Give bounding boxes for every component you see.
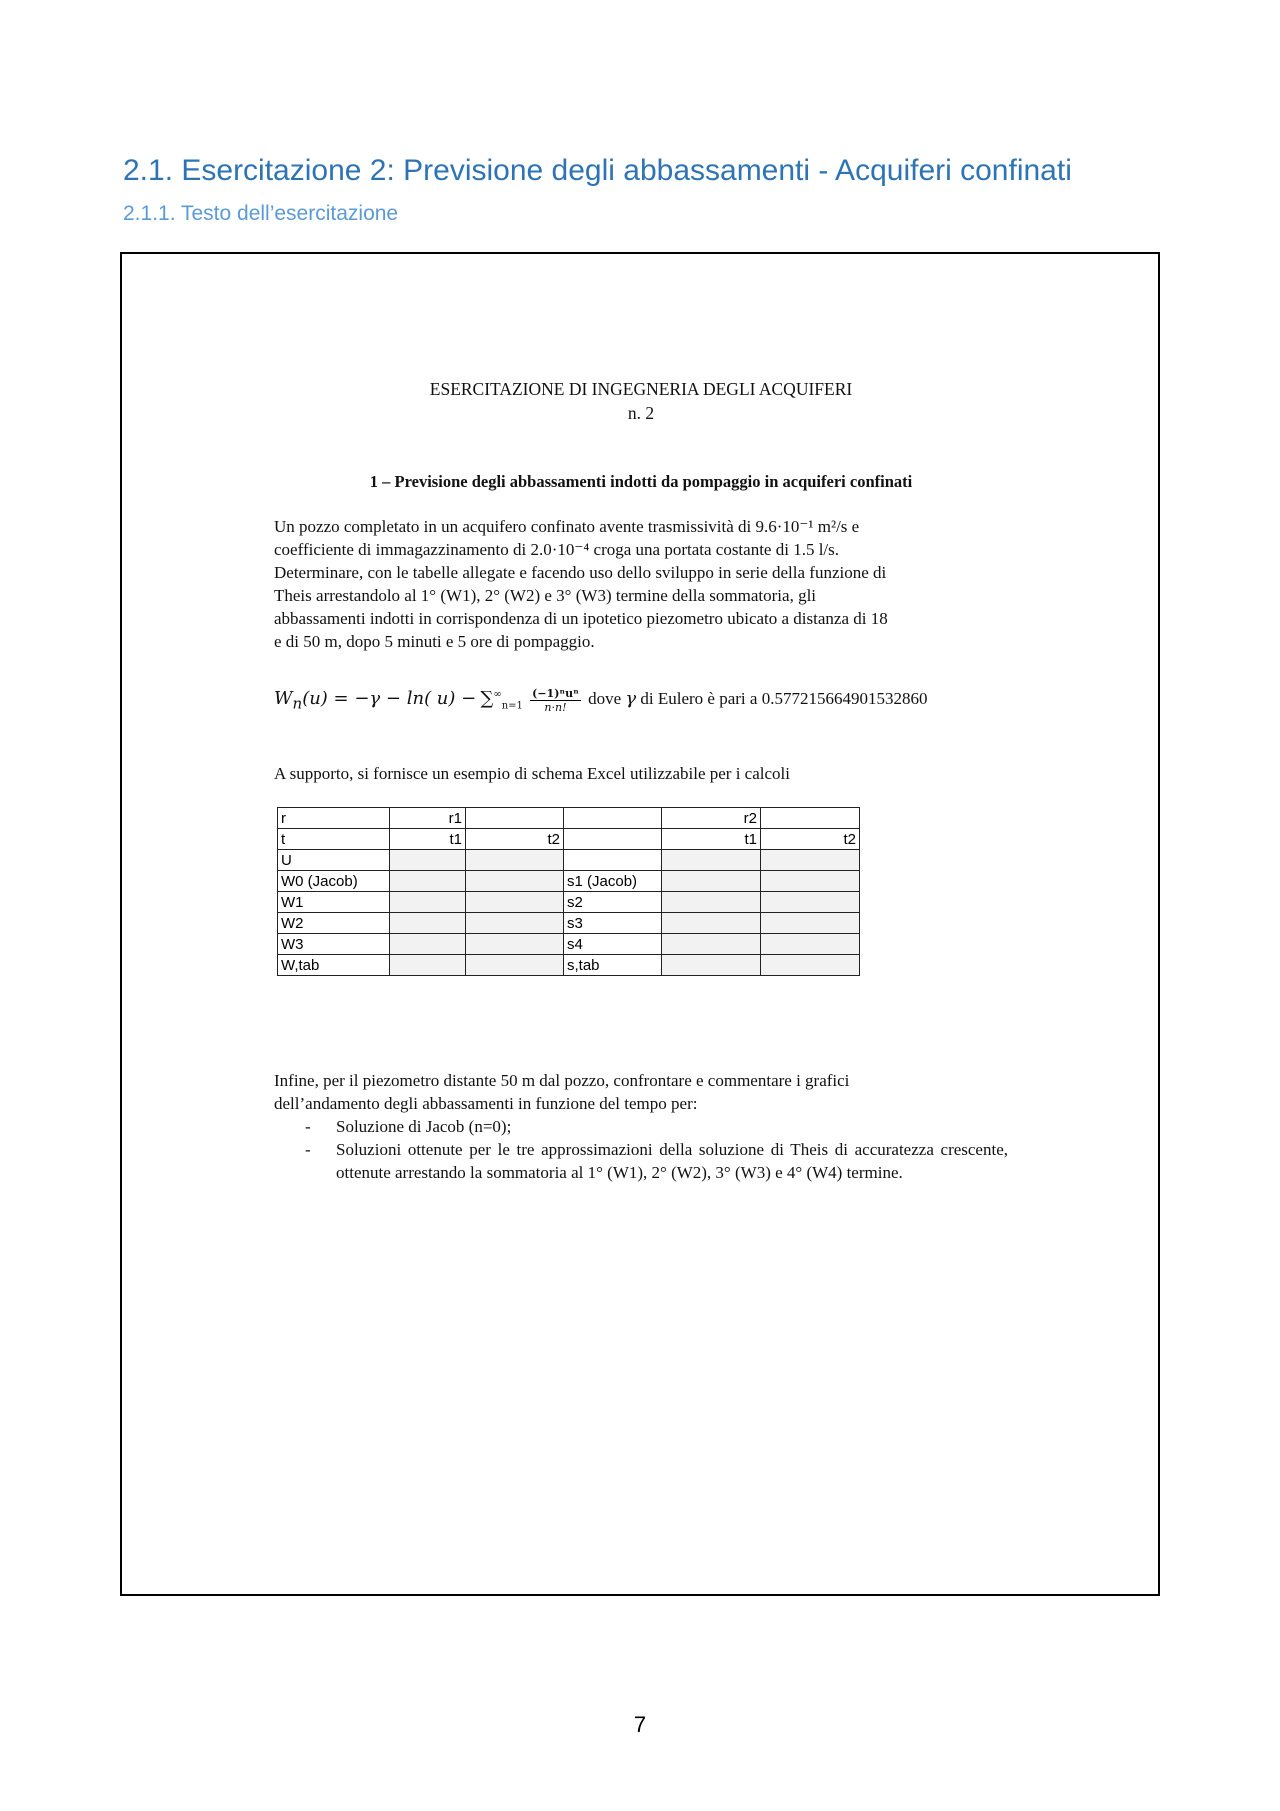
table-cell — [466, 892, 564, 913]
table-cell — [761, 892, 860, 913]
excel-scheme-table — [277, 807, 860, 976]
section-heading: 2.1. Esercitazione 2: Previsione degli abbassamenti - Acquiferi confinati — [123, 154, 1072, 187]
table-cell: t2 — [761, 829, 860, 850]
table-cell — [390, 850, 466, 871]
table-cell — [761, 850, 860, 871]
table-cell: W3 — [278, 934, 390, 955]
table-cell — [761, 955, 860, 976]
table-cell — [662, 850, 761, 871]
table-cell — [390, 934, 466, 955]
table-cell — [390, 892, 466, 913]
paragraph-line: Theis arrestandolo al 1° (W1), 2° (W2) e 3° (W3) termine della sommatoria, gli — [274, 586, 817, 605]
exercise-number: n. 2 — [627, 403, 655, 423]
table-cell: W0 (Jacob) — [278, 871, 390, 892]
table-cell — [761, 913, 860, 934]
table-cell: W,tab — [278, 955, 390, 976]
table-cell — [761, 808, 860, 829]
table-cell: s,tab — [564, 955, 662, 976]
table-cell — [390, 913, 466, 934]
table-cell: r2 — [662, 808, 761, 829]
formula-lhs: $W_n$ — [274, 688, 303, 713]
list-item — [274, 1115, 1008, 1138]
table-row — [278, 871, 860, 892]
table-cell — [761, 934, 860, 955]
table-cell: t1 — [662, 829, 761, 850]
theis-formula — [274, 680, 1008, 722]
paragraph-line: Determinare, con le tabelle allegate e facendo uso dello sviluppo in serie della funzione di — [274, 563, 887, 582]
support-text: A supporto, si fornisce un esempio di schema Excel utilizzabile per i calcoli — [274, 764, 790, 783]
bullet-text: Soluzione di Jacob (n=0); — [336, 1117, 512, 1136]
table-cell — [662, 892, 761, 913]
final-line: Infine, per il piezometro distante 50 m dal pozzo, confrontare e commentare i grafici — [274, 1071, 850, 1090]
table-cell: r — [278, 808, 390, 829]
table-cell — [564, 808, 662, 829]
formula-summation: $\sum^\infty_{n=1}$ — [480, 688, 523, 712]
bullet-text: Soluzioni ottenute per le tre approssimazioni della soluzione di Theis di accuratezza crescente, ottenute arrestando la sommatoria al 1° (W1), 2° (W2), 3° (W3) e 4° (W4) termine. — [336, 1140, 1008, 1182]
table-cell: t1 — [390, 829, 466, 850]
table-row — [278, 850, 860, 871]
paragraph-line: e di 50 m, dopo 5 minuti e 5 ore di pompaggio. — [274, 632, 595, 651]
table-cell — [390, 955, 466, 976]
subsection-heading: 2.1.1. Testo dell’esercitazione — [123, 202, 399, 225]
formula-gamma: γ — [625, 688, 637, 709]
bullet-list — [274, 1115, 1008, 1184]
paragraph-line: coefficiente di immagazzinamento di 2.0·10⁻⁴ croga una portata costante di 1.5 l/s. — [274, 540, 840, 559]
table-row — [278, 934, 860, 955]
table-cell — [466, 934, 564, 955]
table-cell — [466, 913, 564, 934]
paragraph-line: abbassamenti indotti in corrispondenza di un ipotetico piezometro ubicato a distanza di 18 — [274, 609, 888, 628]
exercise-paragraph — [274, 515, 1008, 653]
table-cell — [466, 871, 564, 892]
table-cell — [564, 850, 662, 871]
page-number: 7 — [633, 1712, 647, 1737]
table-cell — [662, 871, 761, 892]
table-row — [278, 913, 860, 934]
table-cell: W2 — [278, 913, 390, 934]
table-row — [278, 808, 860, 829]
table-cell — [466, 808, 564, 829]
table-cell — [761, 871, 860, 892]
formula-denominator: n·n! — [544, 700, 567, 714]
table-cell: t2 — [466, 829, 564, 850]
table-cell: U — [278, 850, 390, 871]
table-cell: W1 — [278, 892, 390, 913]
exercise-title — [274, 377, 1008, 425]
bullet-dash: - — [305, 1117, 311, 1136]
bullet-dash: - — [305, 1140, 311, 1159]
final-line: dell’andamento degli abbassamenti in funzione del tempo per: — [274, 1094, 698, 1113]
exercise-title-line: ESERCITAZIONE DI INGEGNERIA DEGLI ACQUIFERI — [429, 379, 853, 399]
table-cell: r1 — [390, 808, 466, 829]
list-item — [274, 1138, 1008, 1184]
table-cell — [662, 955, 761, 976]
table-cell — [466, 850, 564, 871]
final-instructions — [274, 1069, 1008, 1184]
table-cell — [662, 934, 761, 955]
table-cell — [564, 829, 662, 850]
table-cell — [662, 913, 761, 934]
formula-text-euler: di Eulero è pari a 0.577215664901532860 — [640, 689, 928, 708]
table-row — [278, 829, 860, 850]
table-row — [278, 955, 860, 976]
table-cell: s4 — [564, 934, 662, 955]
table-cell — [466, 955, 564, 976]
formula-text-dove: dove — [588, 689, 622, 708]
table-cell: s1 (Jacob) — [564, 871, 662, 892]
formula-fraction — [530, 687, 581, 714]
exercise-section-title: 1 – Previsione degli abbassamenti indotti da pompaggio in acquiferi confinati — [369, 472, 913, 491]
table-cell: t — [278, 829, 390, 850]
paragraph-line: Un pozzo completato in un acquifero confinato avente trasmissività di 9.6·10⁻¹ m²/s e — [274, 517, 860, 536]
table-cell: s3 — [564, 913, 662, 934]
table-row — [278, 892, 860, 913]
table-cell — [390, 871, 466, 892]
formula-argument: (u) = −γ − ln( u) − — [302, 688, 477, 709]
formula-numerator: (−1)ⁿuⁿ — [532, 686, 579, 700]
table-cell: s2 — [564, 892, 662, 913]
